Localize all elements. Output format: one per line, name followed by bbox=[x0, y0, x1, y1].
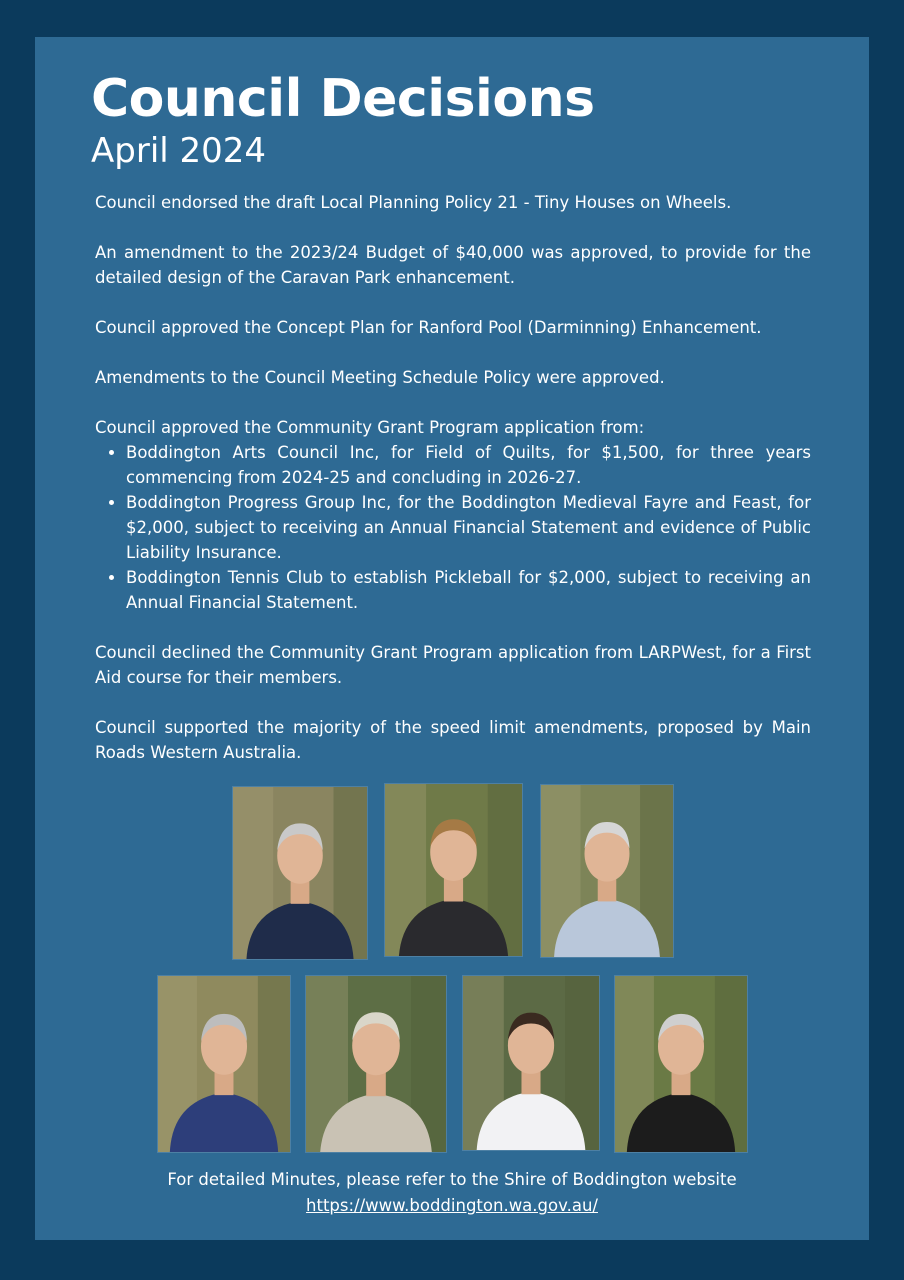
decision-paragraph: Council supported the majority of the speed limit amendments, proposed by Main Roads Western Australia. bbox=[95, 718, 811, 762]
grant-item: • Boddington Progress Group Inc, for the Boddington Medieval Fayre and Feast, for $2,000, subject to receiving an Annual Financial Statement and evidence of Public Liability Insurance. bbox=[126, 490, 811, 565]
website-link[interactable]: https://www.boddington.wa.gov.au/ bbox=[306, 1196, 598, 1215]
page-title: Council Decisions bbox=[91, 69, 595, 129]
page-subtitle: April 2024 bbox=[91, 131, 267, 171]
footer-text: For detailed Minutes, please refer to the Shire of Boddington website bbox=[167, 1170, 737, 1189]
decision-paragraph: An amendment to the 2023/24 Budget of $40,000 was approved, to provide for the detailed design of the Caravan Park enhancement. bbox=[95, 243, 811, 287]
decision-paragraph: Amendments to the Council Meeting Schedule Policy were approved. bbox=[95, 368, 665, 387]
grants-intro: Council approved the Community Grant Program application from: bbox=[95, 418, 645, 437]
grants-list bbox=[95, 440, 811, 615]
councillor-photo-4 bbox=[157, 975, 291, 1153]
councillor-photo-7 bbox=[614, 975, 748, 1153]
decisions-body bbox=[95, 190, 811, 790]
councillor-photo-5 bbox=[305, 975, 447, 1153]
councillor-photo-2 bbox=[384, 783, 523, 957]
footer bbox=[35, 1167, 869, 1219]
grant-item: • Boddington Arts Council Inc, for Field of Quilts, for $1,500, for three years commencing from 2024-25 and concluding in 2026-27. bbox=[126, 440, 811, 490]
councillor-photo-1 bbox=[232, 786, 368, 960]
grant-item: • Boddington Tennis Club to establish Pickleball for $2,000, subject to receiving an Annual Financial Statement. bbox=[126, 565, 811, 615]
content-panel bbox=[35, 37, 869, 1240]
decision-paragraph: Council declined the Community Grant Program application from LARPWest, for a First Aid course for their members. bbox=[95, 643, 811, 687]
councillor-photo-3 bbox=[540, 784, 674, 958]
councillor-photo-6 bbox=[462, 975, 600, 1151]
decision-paragraph: Council approved the Concept Plan for Ranford Pool (Darminning) Enhancement. bbox=[95, 318, 762, 337]
decision-paragraph: Council endorsed the draft Local Planning Policy 21 - Tiny Houses on Wheels. bbox=[95, 193, 732, 212]
